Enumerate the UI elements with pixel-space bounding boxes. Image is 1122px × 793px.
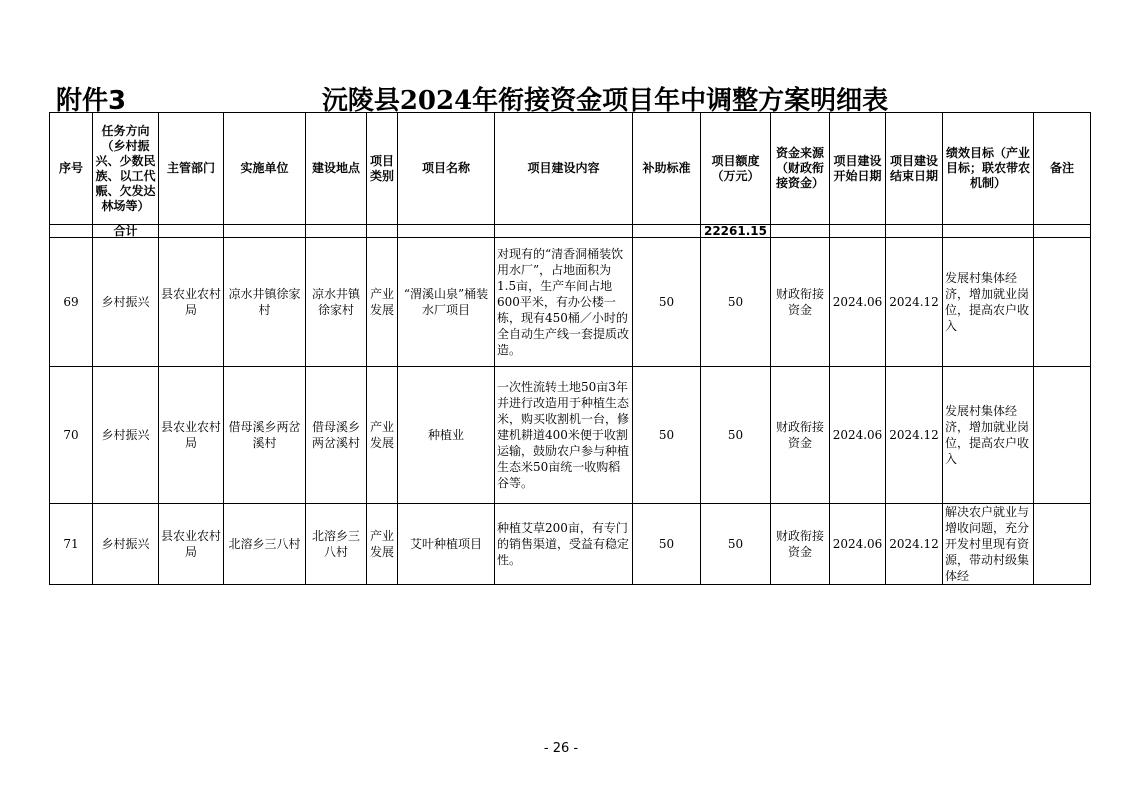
cell-subsidy: 50 xyxy=(633,238,701,367)
project-table xyxy=(49,112,1091,585)
cell-category: 产业发展 xyxy=(367,367,398,504)
header-unit: 实施单位 xyxy=(224,113,306,225)
cell-dept: 县农业农村局 xyxy=(159,367,224,504)
header-remark: 备注 xyxy=(1034,113,1091,225)
cell-content: 种植艾草200亩，有专门的销售渠道，受益有稳定性。 xyxy=(495,504,633,585)
cell-source: 财政衔接资金 xyxy=(771,367,830,504)
cell-category: 产业发展 xyxy=(367,238,398,367)
cell-unit: 借母溪乡两岔溪村 xyxy=(224,367,306,504)
cell-location: 借母溪乡两岔溪村 xyxy=(306,367,367,504)
header-category: 项目类别 xyxy=(367,113,398,225)
cell-unit: 凉水井镇徐家村 xyxy=(224,238,306,367)
total-blank xyxy=(50,225,93,238)
table-row xyxy=(50,367,1091,504)
cell-amount: 50 xyxy=(701,504,771,585)
header-amount: 项目额度（万元） xyxy=(701,113,771,225)
cell-goal xyxy=(943,504,1034,585)
cell-task: 乡村振兴 xyxy=(93,238,159,367)
total-blank xyxy=(633,225,701,238)
cell-start: 2024.06 xyxy=(830,504,886,585)
cell-end: 2024.12 xyxy=(886,504,943,585)
cell-task: 乡村振兴 xyxy=(93,367,159,504)
header-content: 项目建设内容 xyxy=(495,113,633,225)
total-blank xyxy=(943,225,1034,238)
header-source: 资金来源（财政衔接资金） xyxy=(771,113,830,225)
cell-content: 对现有的“清香洞桶装饮用水厂”，占地面积为1.5亩，生产车间占地600平米，有办公楼一栋，现有450桶／小时的全自动生产线一套提质改造。 xyxy=(495,238,633,367)
page-title: 沅陵县2024年衔接资金项目年中调整方案明细表 xyxy=(321,86,889,116)
attachment-label: 附件3 xyxy=(56,86,127,116)
cell-name: 艾叶种植项目 xyxy=(398,504,495,585)
cell-remark xyxy=(1034,238,1091,367)
cell-subsidy: 50 xyxy=(633,367,701,504)
header-dept: 主管部门 xyxy=(159,113,224,225)
cell-no: 69 xyxy=(50,238,93,367)
total-blank xyxy=(224,225,306,238)
header-start: 项目建设开始日期 xyxy=(830,113,886,225)
header-name: 项目名称 xyxy=(398,113,495,225)
cell-task: 乡村振兴 xyxy=(93,504,159,585)
cell-category: 产业发展 xyxy=(367,504,398,585)
cell-goal: 发展村集体经济，增加就业岗位，提高农户收入 xyxy=(943,367,1034,504)
cell-location: 北溶乡三八村 xyxy=(306,504,367,585)
cell-source: 财政衔接资金 xyxy=(771,238,830,367)
cell-name: 种植业 xyxy=(398,367,495,504)
cell-start: 2024.06 xyxy=(830,367,886,504)
total-blank xyxy=(159,225,224,238)
cell-dept: 县农业农村局 xyxy=(159,238,224,367)
header-no: 序号 xyxy=(50,113,93,225)
cell-end: 2024.12 xyxy=(886,238,943,367)
cell-content: 一次性流转土地50亩3年并进行改造用于种植生态米，购买收割机一台，修建机耕道400米便于收割运输，鼓励农户参与种植生态米50亩统一收购稻谷等。 xyxy=(495,367,633,504)
cell-end: 2024.12 xyxy=(886,367,943,504)
cell-amount: 50 xyxy=(701,238,771,367)
cell-remark xyxy=(1034,504,1091,585)
cell-source: 财政衔接资金 xyxy=(771,504,830,585)
header-task: 任务方向（乡村振兴、少数民族、以工代赈、欠发达林场等） xyxy=(93,113,159,225)
total-blank xyxy=(886,225,943,238)
cell-remark xyxy=(1034,367,1091,504)
total-blank xyxy=(306,225,367,238)
table-row xyxy=(50,504,1091,585)
total-blank xyxy=(1034,225,1091,238)
cell-unit: 北溶乡三八村 xyxy=(224,504,306,585)
cell-goal-text: 解决农户就业与增收问题，充分开发村里现有资源，带动村级集体经 xyxy=(945,505,1030,583)
total-blank xyxy=(830,225,886,238)
cell-amount: 50 xyxy=(701,367,771,504)
table-header-row xyxy=(50,113,1091,225)
total-amount: 22261.15 xyxy=(701,225,771,238)
total-blank xyxy=(771,225,830,238)
cell-goal: 发展村集体经济，增加就业岗位，提高农户收入 xyxy=(943,238,1034,367)
cell-no: 70 xyxy=(50,367,93,504)
cell-location: 凉水井镇徐家村 xyxy=(306,238,367,367)
cell-subsidy: 50 xyxy=(633,504,701,585)
cell-dept: 县农业农村局 xyxy=(159,504,224,585)
header-end: 项目建设结束日期 xyxy=(886,113,943,225)
header-goal: 绩效目标（产业目标；联农带农机制） xyxy=(943,113,1034,225)
total-blank xyxy=(495,225,633,238)
total-blank xyxy=(398,225,495,238)
cell-name: “渭溪山泉”桶装水厂项目 xyxy=(398,238,495,367)
table-row xyxy=(50,238,1091,367)
cell-start: 2024.06 xyxy=(830,238,886,367)
cell-no: 71 xyxy=(50,504,93,585)
total-row xyxy=(50,225,1091,238)
page-number: - 26 - xyxy=(543,741,579,756)
total-label: 合计 xyxy=(93,225,159,238)
header-subsidy: 补助标准 xyxy=(633,113,701,225)
header-location: 建设地点 xyxy=(306,113,367,225)
total-blank xyxy=(367,225,398,238)
